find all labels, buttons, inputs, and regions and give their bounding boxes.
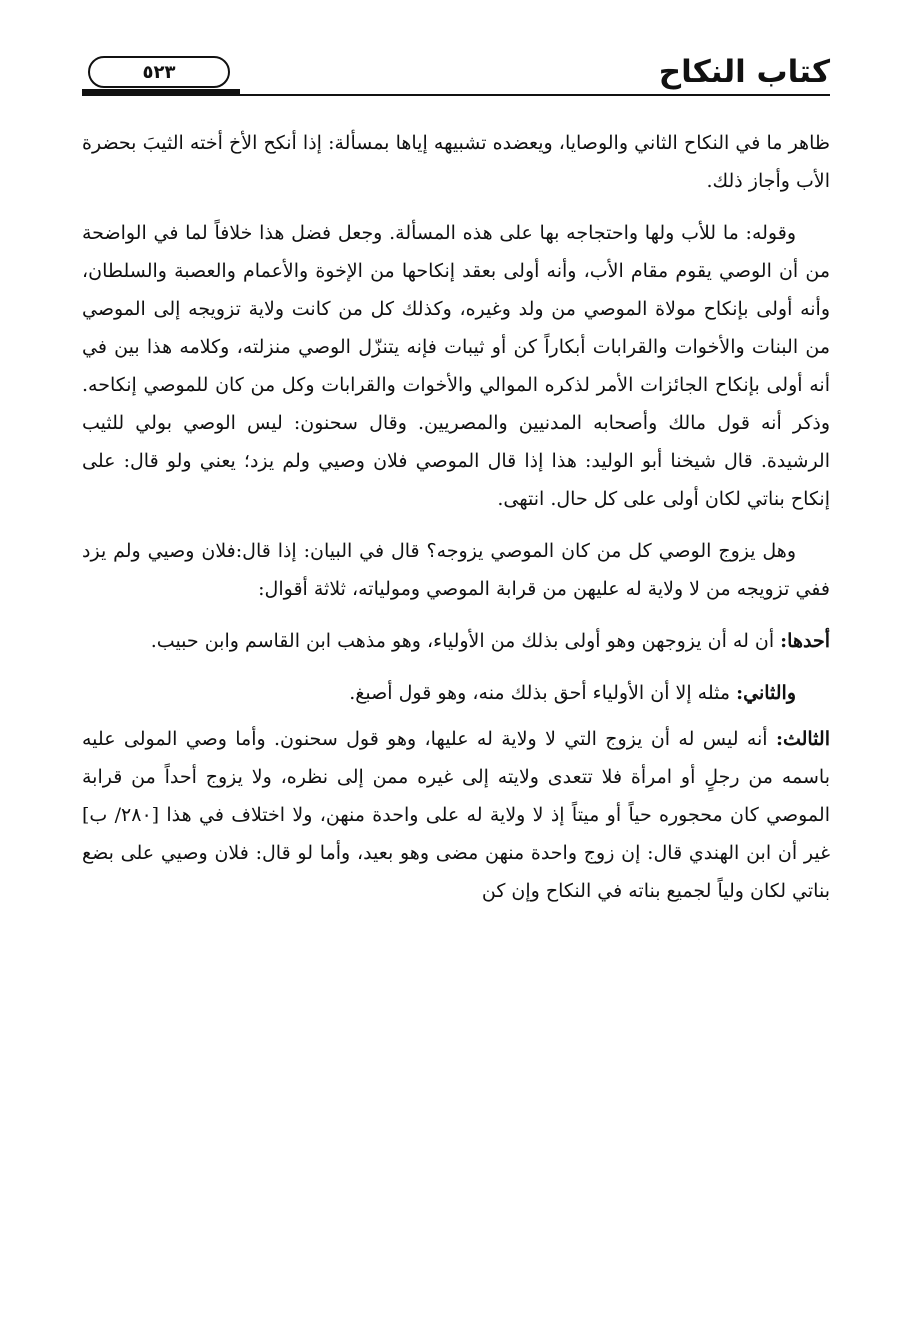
paragraph-5 <box>82 674 830 712</box>
paragraph-6 <box>82 720 830 910</box>
paragraph-text: ظاهر ما في النكاح الثاني والوصايا، ويعضده تشبيهه إياها بمسألة: إذا أنكح الأخ أخته الثيبَ بحضرة الأب وأجاز ذلك. <box>82 132 830 192</box>
paragraph-lead: أحدها: <box>780 630 830 652</box>
paragraph-text: أنه ليس له أن يزوج التي لا ولاية له عليها، وهو قول سحنون. وأما وصي المولى عليه باسمه من رجلٍ أو امرأة فلا تتعدى ولايته إلى غيره ممن إلى نظره، ولا يزوج أحداً من قرابة الموصي كان محجوره حياً أو ميتاً إذ لا ولاية له على واحدة منهن، ولا اختلاف في هذا [٢٨٠/ ب] غير أن ابن الهندي قال: إن زوج واحدة منهن مضى وهو بعيد، وأما لو قال: فلان وصيي على بضع بناتي لكان ولياً لجميع بناته في النكاح وإن كن <box>82 728 830 902</box>
paragraph-3 <box>82 532 830 608</box>
page-number: ٥٢٣ <box>88 56 230 88</box>
paragraph-text: وهل يزوج الوصي كل من كان الموصي يزوجه؟ قال في البيان: إذا قال:فلان وصيي ولم يزد ففي تزويجه من لا ولاية له عليهن من قرابة الموصي ومولياته، ثلاثة أقوال: <box>82 540 830 600</box>
paragraph-2 <box>82 214 830 518</box>
paragraph-text: وقوله: ما للأب ولها واحتجاجه بها على هذه المسألة. وجعل فضل هذا خلافاً لما في الواضحة من أن الوصي يقوم مقام الأب، وأنه أولى بعقد إنكاحها من الإخوة والأعمام والعصبة والسلطان، وأنه أولى بإنكاح مولاة الموصي من ولد وغيره، وكذلك كل من كانت ولاية تزويجه إلى الموصي من البنات والأخوات والقرابات أبكاراً كن أو ثيبات فإنه يتنزّل الوصي منزلته، وكلامه هذا بين في أنه أولى بإنكاح الجائزات الأمر لذكره الموالي والأخوات والقرابات وكل من كان للموصي إنكاحه. وذكر أنه قول مالك وأصحابه المدنيين والمصريين. وقال سحنون: ليس الوصي بولي للثيب الرشيدة. قال شيخنا أبو الوليد: هذا إذا قال الموصي فلان وصيي ولم يزد؛ يعني ولو قال: على إنكاح بناتي لكان أولى على كل حال. انتهى. <box>82 222 830 510</box>
paragraph-text: أن له أن يزوجهن وهو أولى بذلك من الأولياء، وهو مذهب ابن القاسم وابن حبيب. <box>150 630 781 652</box>
paragraph-lead: والثاني: <box>736 682 796 704</box>
paragraph-text: مثله إلا أن الأولياء أحق بذلك منه، وهو قول أصبغ. <box>349 682 737 704</box>
header-rule-bar <box>82 89 240 95</box>
paragraph-1 <box>82 124 830 200</box>
page-header <box>82 50 830 100</box>
page-body <box>82 124 830 924</box>
paragraph-lead: الثالث: <box>775 728 830 750</box>
page-title: كتاب النكاح <box>658 54 830 90</box>
paragraph-4 <box>82 622 830 660</box>
